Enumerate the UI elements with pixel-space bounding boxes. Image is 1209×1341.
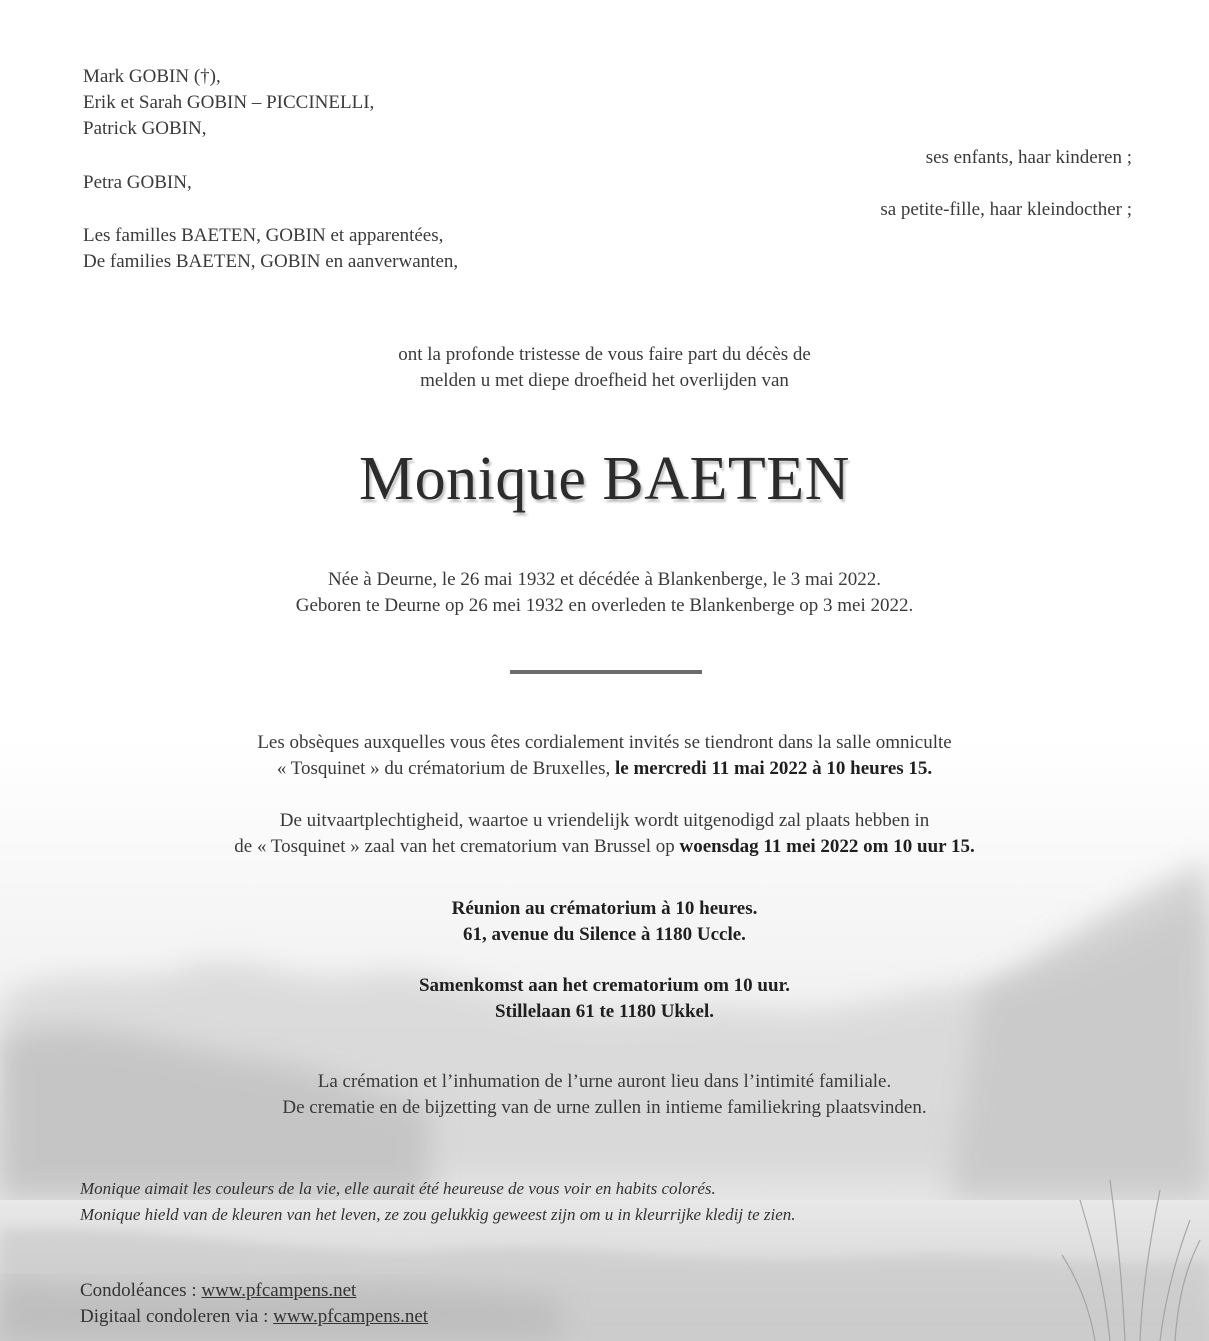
family-line: Patrick GOBIN, <box>83 118 207 139</box>
condolences-nl-link[interactable]: www.pfcampens.net <box>273 1306 429 1327</box>
ceremony-nl-place: de « Tosquinet » zaal van het crematorium van Brussel op <box>234 836 675 857</box>
cremation-fr: La crémation et l’inhumation de l’urne auront lieu dans l’intimité familiale. <box>317 1071 892 1092</box>
announcement <box>0 342 1209 394</box>
birth-death-info <box>0 567 1209 619</box>
children-list <box>83 64 374 142</box>
announcement-nl: melden u met diepe droefheid het overlijden van <box>420 370 789 391</box>
dress-wish-fr: Monique aimait les couleurs de la vie, elle aurait été heureuse de vous voir en habits colorés. <box>80 1179 716 1198</box>
family-line: De families BAETEN, GOBIN en aanverwanten, <box>83 251 459 272</box>
meeting-fr-line2: 61, avenue du Silence à 1180 Uccle. <box>463 924 746 945</box>
ceremony-fr-place: « Tosquinet » du crématorium de Bruxelles, <box>276 758 611 779</box>
condolences <box>80 1278 428 1330</box>
ceremony-nl-line1: De uitvaartplechtigheid, waartoe u vriendelijk wordt uitgenodigd zal plaats hebben in <box>279 810 930 831</box>
meeting-fr <box>0 896 1209 948</box>
family-line: Erik et Sarah GOBIN – PICCINELLI, <box>83 92 375 113</box>
family-line: Les familles BAETEN, GOBIN et apparentées, <box>83 225 444 246</box>
deceased-name: Monique BAETEN <box>359 445 850 513</box>
meeting-nl <box>0 973 1209 1025</box>
condolences-fr-link[interactable]: www.pfcampens.net <box>201 1280 357 1301</box>
meeting-nl-line1: Samenkomst aan het crematorium om 10 uur. <box>418 975 791 996</box>
ceremony-nl-line2 <box>0 834 1209 860</box>
ceremony-nl-date: woensdag 11 mei 2022 om 10 uur 15. <box>679 836 975 857</box>
children-role: ses enfants, haar kinderen ; <box>925 147 1132 168</box>
cremation-info <box>0 1069 1209 1121</box>
dress-wish <box>80 1176 796 1228</box>
announcement-fr: ont la profonde tristesse de vous faire part du décès de <box>398 344 811 365</box>
grandchild-role: sa petite-fille, haar kleindocther ; <box>880 199 1132 220</box>
divider-line <box>510 670 702 674</box>
condolences-fr <box>80 1278 428 1304</box>
family-line: Mark GOBIN (†), <box>83 66 221 87</box>
birth-death-nl: Geboren te Deurne op 26 mei 1932 en overleden te Blankenberge op 3 mei 2022. <box>295 595 914 616</box>
birth-death-fr: Née à Deurne, le 26 mai 1932 et décédée à Blankenberge, le 3 mai 2022. <box>327 569 882 590</box>
ceremony-fr-line1: Les obsèques auxquelles vous êtes cordialement invités se tiendront dans la salle omniculte <box>257 732 952 753</box>
condolences-nl <box>80 1304 428 1330</box>
grandchild-line: Petra GOBIN, <box>83 172 192 193</box>
ceremony-fr <box>0 730 1209 782</box>
condolences-nl-label: Digitaal condoleren via : <box>80 1306 274 1327</box>
meeting-fr-line1: Réunion au crématorium à 10 heures. <box>451 898 758 919</box>
families-list <box>83 223 458 275</box>
cremation-nl: De crematie en de bijzetting van de urne zullen in intieme familiekring plaatsvinden. <box>282 1097 927 1118</box>
condolences-fr-label: Condoléances : <box>80 1280 202 1301</box>
dress-wish-nl: Monique hield van de kleuren van het leven, ze zou gelukkig geweest zijn om u in kleurrijke kledij te zien. <box>80 1205 796 1224</box>
ceremony-nl <box>0 808 1209 860</box>
ceremony-fr-date: le mercredi 11 mai 2022 à 10 heures 15. <box>614 758 933 779</box>
meeting-nl-line2: Stillelaan 61 te 1180 Ukkel. <box>494 1001 715 1022</box>
ceremony-fr-line2 <box>0 756 1209 782</box>
